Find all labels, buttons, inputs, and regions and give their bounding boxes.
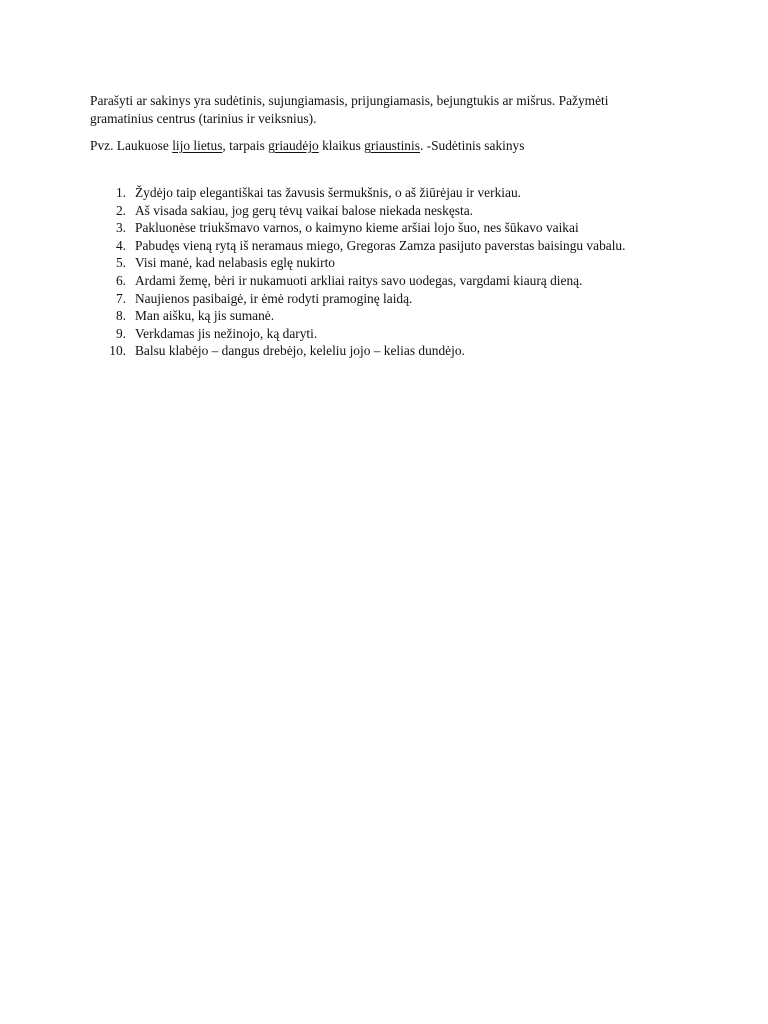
list-item-text: Naujienos pasibaigė, ir ėmė rodyti pramoginę laidą. [135,290,413,306]
list-item-text: Visi manė, kad nelabasis eglę nukirto [135,255,336,271]
list-item-text: Balsu klabėjo – dangus drebėjo, keleliu jojo – kelias dundėjo. [135,343,465,359]
list-item-text: Verkdamas jis nežinojo, ką daryti. [135,325,318,341]
list-item [90,254,710,272]
list-item-number: 7. [115,290,126,306]
example-subject-2: griaustinis [364,138,420,153]
instructions-line-1: Parašyti ar sakinys yra sudėtinis, sujungiamasis, prijungiamasis, bejungtukis ar mišrus. Pažymėti [90,93,609,108]
example-sentence [90,137,690,155]
task-instructions [90,92,650,127]
list-item [90,290,710,308]
list-item [90,325,710,343]
sentence-list [90,184,710,360]
list-item-number: 3. [115,220,126,236]
list-item-text: Aš visada sakiau, jog gerų tėvų vaikai balose niekada neskęsta. [135,202,474,218]
list-item [90,342,710,360]
list-item [90,272,710,290]
list-item-text: Žydėjo taip elegantiškai tas žavusis šermukšnis, o aš žiūrėjau ir verkiau. [135,185,521,200]
list-item-text: Pabudęs vieną rytą iš neramaus miego, Gregoras Zamza pasijuto paverstas baisingu vabalu. [135,237,626,253]
list-item-text: Ardami žemę, bėri ir nukamuoti arkliai raitys savo uodegas, vargdami kiaurą dieną. [135,272,583,288]
instructions-line-2: gramatinius centrus (tarinius ir veiksnius). [90,110,317,126]
list-item-number: 5. [115,255,126,271]
list-item-text: Man aišku, ką jis sumanė. [135,308,275,324]
example-prefix: Pvz. Laukuose [90,138,173,153]
example-middle-2: klaikus [318,138,365,153]
list-item [90,184,710,202]
example-suffix: . -Sudėtinis sakinys [419,138,525,153]
list-item [90,202,710,220]
list-item-number: 6. [115,272,126,288]
list-item-number: 1. [115,185,126,200]
example-predicate-subject-1: lijo lietus [172,138,223,153]
list-item [90,307,710,325]
list-item [90,237,710,255]
list-item-number: 8. [115,308,126,324]
list-item-number: 10. [109,343,126,359]
example-predicate-2: griaudėjo [268,138,319,153]
list-item-number: 4. [115,237,126,253]
example-middle-1: , tarpais [222,138,269,153]
list-item-number: 2. [115,202,126,218]
list-item [90,219,710,237]
list-item-text: Pakluonėse triukšmavo varnos, o kaimyno kieme aršiai lojo šuo, nes šūkavo vaikai [135,220,579,236]
list-item-number: 9. [115,325,126,341]
